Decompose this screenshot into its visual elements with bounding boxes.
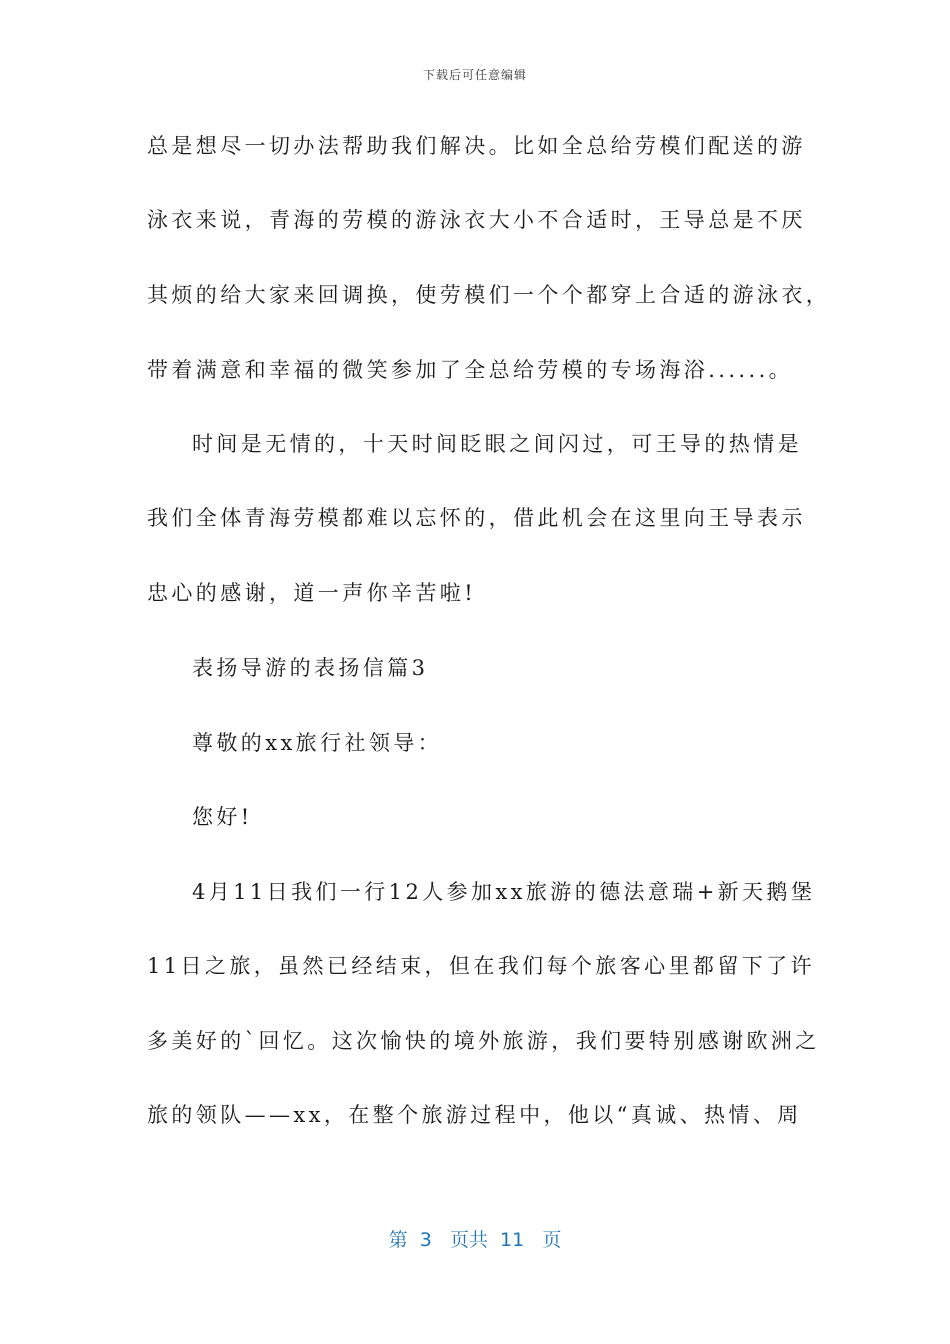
- text-line: 我们全体青海劳模都难以忘怀的，借此机会在这里向王导表示: [147, 506, 806, 530]
- text-line: 多美好的`回忆。这次愉快的境外旅游，我们要特别感谢欧洲之: [147, 1029, 820, 1053]
- text-line: 泳衣来说，青海的劳模的游泳衣大小不合适时，王导总是不厌: [147, 208, 806, 232]
- text-line: 11日之旅，虽然已经结束，但在我们每个旅客心里都留下了许: [147, 954, 815, 978]
- text-line: 4月11日我们一行12人参加xx旅游的德法意瑞+新天鹅堡: [192, 880, 816, 904]
- text-line: 总是想尽一切办法帮助我们解决。比如全总给劳模们配送的游: [147, 134, 806, 158]
- salutation: 尊敬的xx旅行社领导：: [192, 731, 443, 755]
- text-line: 其烦的给大家来回调换，使劳模们一个个都穿上合适的游泳衣，: [147, 283, 831, 307]
- greeting: 您好!: [192, 805, 253, 829]
- section-heading: 表扬导游的表扬信篇3: [192, 656, 429, 680]
- header-note: 下载后可任意编辑: [422, 68, 527, 82]
- text-line: 时间是无情的，十天时间眨眼之间闪过，可王导的热情是: [192, 432, 802, 456]
- page-number: 第 3 页共 11 页: [388, 1229, 562, 1251]
- text-line: 旅的领队——xx，在整个旅游过程中，他以“真诚、热情、周: [147, 1103, 802, 1127]
- text-line: 忠心的感谢，道一声你辛苦啦!: [147, 581, 477, 605]
- text-line: 带着满意和幸福的微笑参加了全总给劳模的专场海浴......。: [147, 358, 794, 382]
